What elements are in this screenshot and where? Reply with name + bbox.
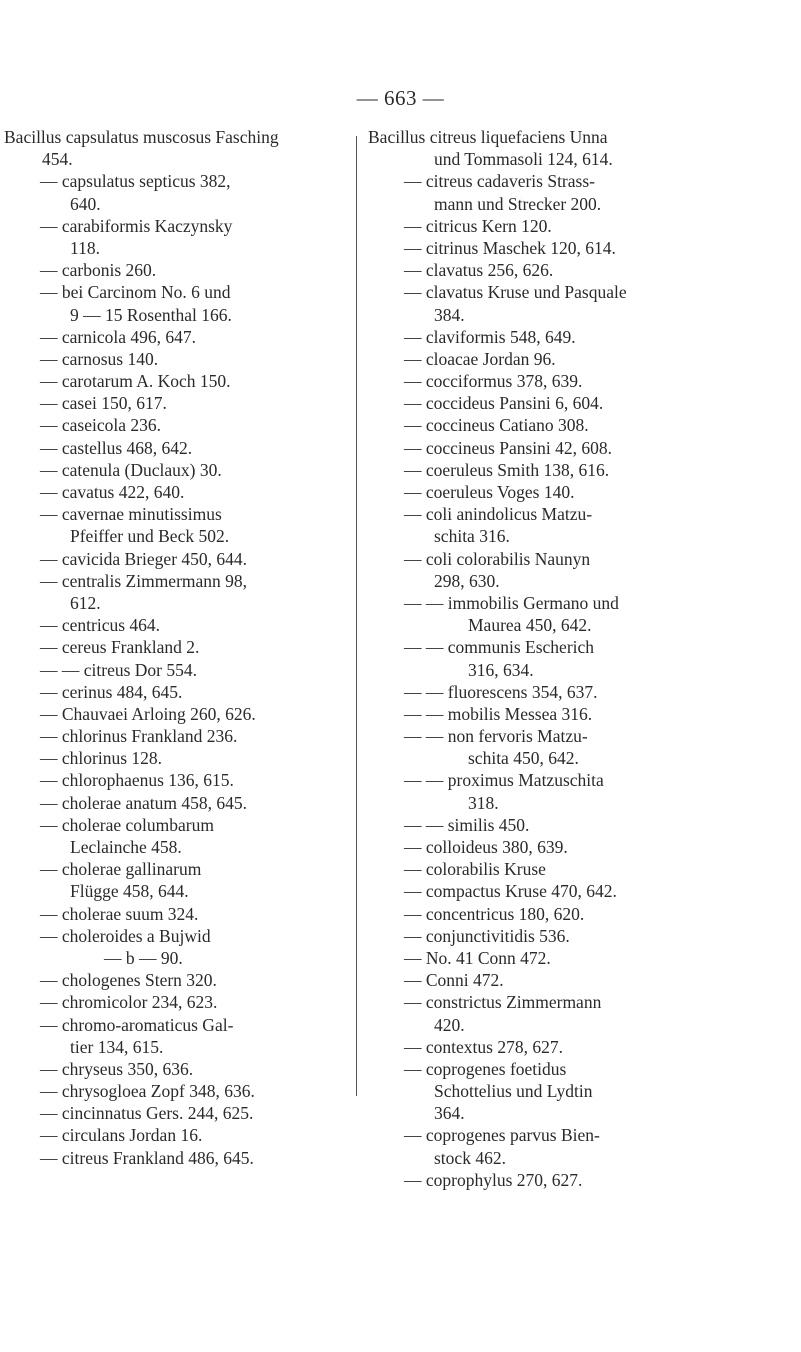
- index-entry: Flügge 458, 644.: [70, 881, 189, 902]
- index-entry: 640.: [70, 193, 101, 214]
- index-entry: — — mobilis Messea 316.: [404, 703, 593, 724]
- index-entry: — colorabilis Kruse: [404, 859, 546, 880]
- index-entry: — chlorinus Frankland 236.: [40, 726, 238, 747]
- index-entry: 384.: [434, 304, 465, 325]
- index-entry: — coli anindolicus Matzu-: [404, 504, 593, 525]
- index-entry: — cavatus 422, 640.: [40, 482, 185, 502]
- index-entry: — capsulatus septicus 382,: [40, 171, 231, 192]
- index-entry: — compactus Kruse 470, 642.: [404, 881, 617, 902]
- index-entry: — castellus 468, 642.: [40, 437, 193, 458]
- index-entry: 118.: [70, 237, 100, 258]
- index-entry: stock 462.: [434, 1147, 506, 1168]
- index-entry: — constrictus Zimmermann: [404, 992, 602, 1013]
- index-entry: — cavicida Brieger 450, 644.: [40, 548, 248, 569]
- index-entry: — chrysogloea Zopf 348, 636.: [40, 1081, 255, 1102]
- index-entry: — cholerae anatum 458, 645.: [40, 792, 248, 813]
- index-entry: — catenula (Duclaux) 30.: [40, 459, 222, 480]
- index-entry: Pfeiffer und Beck 502.: [70, 526, 230, 547]
- index-entry: Schottelius und Lydtin: [434, 1081, 593, 1102]
- index-entry: — b — 90.: [104, 947, 183, 968]
- index-entry: — cholerae columbarum: [40, 814, 214, 835]
- index-entry: — coprogenes parvus Bien-: [404, 1125, 600, 1146]
- index-entry: — carotarum A. Koch 150.: [40, 371, 231, 392]
- index-entry: — citreus cadaveris Strass-: [404, 171, 595, 192]
- index-entry: — claviformis 548, 649.: [404, 326, 576, 347]
- index-entry: schita 450, 642.: [468, 748, 579, 769]
- index-entry: — coeruleus Smith 138, 616.: [404, 459, 610, 480]
- index-entry: 454.: [42, 149, 73, 170]
- index-entry: 364.: [434, 1103, 465, 1124]
- index-entry: — coli colorabilis Naunyn: [404, 548, 591, 569]
- index-entry: — coprogenes foetidus: [404, 1058, 567, 1079]
- index-entry: — cincinnatus Gers. 244, 625.: [40, 1103, 254, 1124]
- index-entry: — cavernae minutissimus: [40, 504, 222, 525]
- column-divider: [356, 136, 357, 1096]
- index-entry: — concentricus 180, 620.: [404, 903, 585, 924]
- index-entry: — contextus 278, 627.: [404, 1036, 563, 1057]
- index-entry: — coccideus Pansini 6, 604.: [404, 393, 604, 414]
- index-entry: — cereus Frankland 2.: [40, 637, 200, 658]
- index-entry: — — communis Escherich: [404, 637, 595, 658]
- page-number: — 663 —: [356, 86, 445, 110]
- index-entry: — citricus Kern 120.: [404, 215, 552, 236]
- index-entry: — Conni 472.: [404, 970, 504, 991]
- index-entry: — chologenes Stern 320.: [40, 970, 217, 991]
- index-entry: mann und Strecker 200.: [434, 193, 602, 214]
- index-entry: 298, 630.: [434, 570, 500, 591]
- index-entry: 9 — 15 Rosenthal 166.: [70, 304, 232, 325]
- index-entry: — — citreus Dor 554.: [40, 659, 197, 680]
- right-column: [368, 126, 798, 1191]
- index-entry: — conjunctivitidis 536.: [404, 925, 570, 946]
- index-entry: — — fluorescens 354, 637.: [404, 681, 598, 702]
- index-entry: — caseicola 236.: [40, 415, 161, 436]
- index-entry: — coccineus Pansini 42, 608.: [404, 437, 613, 458]
- index-entry: — carbonis 260.: [40, 260, 157, 281]
- left-column: [4, 126, 350, 1169]
- index-entry: — cholerae suum 324.: [40, 903, 199, 924]
- index-entry: — casei 150, 617.: [40, 393, 167, 414]
- index-entry: — circulans Jordan 16.: [40, 1125, 203, 1146]
- index-entry: — carnosus 140.: [40, 348, 159, 369]
- index-entry: tier 134, 615.: [70, 1036, 164, 1057]
- index-entry: — centricus 464.: [40, 615, 161, 636]
- index-entry: — choleroides a Bujwid: [40, 925, 211, 946]
- index-entry: Bacillus citreus liquefaciens Unna: [368, 127, 608, 147]
- index-entry: — cocciformus 378, 639.: [404, 371, 583, 392]
- index-entry: — cerinus 484, 645.: [40, 681, 183, 702]
- index-entry: Leclainche 458.: [70, 837, 182, 857]
- index-entry: — No. 41 Conn 472.: [404, 947, 551, 968]
- index-entry: — bei Carcinom No. 6 und: [40, 282, 231, 303]
- index-entry: — carnicola 496, 647.: [40, 326, 196, 347]
- index-entry: — Chauvaei Arloing 260, 626.: [40, 703, 256, 724]
- index-entry: 612.: [70, 592, 101, 613]
- index-entry: — — proximus Matzuschita: [404, 770, 604, 791]
- index-entry: — — non fervoris Matzu-: [404, 726, 588, 747]
- index-entry: — coeruleus Voges 140.: [404, 482, 575, 502]
- index-entry: — clavatus Kruse und Pasquale: [404, 282, 627, 303]
- index-entry: — colloideus 380, 639.: [404, 837, 568, 857]
- index-entry: Bacillus capsulatus muscosus Fasching: [4, 127, 279, 147]
- index-entry: — carabiformis Kaczynsky: [40, 215, 233, 236]
- index-entry: und Tommasoli 124, 614.: [434, 149, 613, 170]
- index-entry: — coccineus Catiano 308.: [404, 415, 589, 436]
- index-entry: Maurea 450, 642.: [468, 615, 592, 636]
- index-entry: — chromicolor 234, 623.: [40, 992, 218, 1013]
- index-entry: — chlorinus 128.: [40, 748, 163, 769]
- index-entry: — citreus Frankland 486, 645.: [40, 1147, 254, 1168]
- index-entry: — — immobilis Germano und: [404, 592, 619, 613]
- index-entry: — — similis 450.: [404, 814, 530, 835]
- index-entry: — chlorophaenus 136, 615.: [40, 770, 234, 791]
- index-entry: — coprophylus 270, 627.: [404, 1169, 583, 1190]
- index-entry: 316, 634.: [468, 659, 534, 680]
- index-entry: — chromo-aromaticus Gal-: [40, 1014, 234, 1035]
- index-entry: — cholerae gallinarum: [40, 859, 202, 880]
- index-entry: 420.: [434, 1014, 465, 1035]
- index-entry: — citrinus Maschek 120, 614.: [404, 237, 616, 258]
- index-entry: — chryseus 350, 636.: [40, 1058, 194, 1079]
- index-entry: schita 316.: [434, 526, 510, 547]
- index-entry: — centralis Zimmermann 98,: [40, 570, 248, 591]
- index-entry: 318.: [468, 792, 499, 813]
- index-entry: — cloacae Jordan 96.: [404, 348, 556, 369]
- index-entry: — clavatus 256, 626.: [404, 260, 554, 281]
